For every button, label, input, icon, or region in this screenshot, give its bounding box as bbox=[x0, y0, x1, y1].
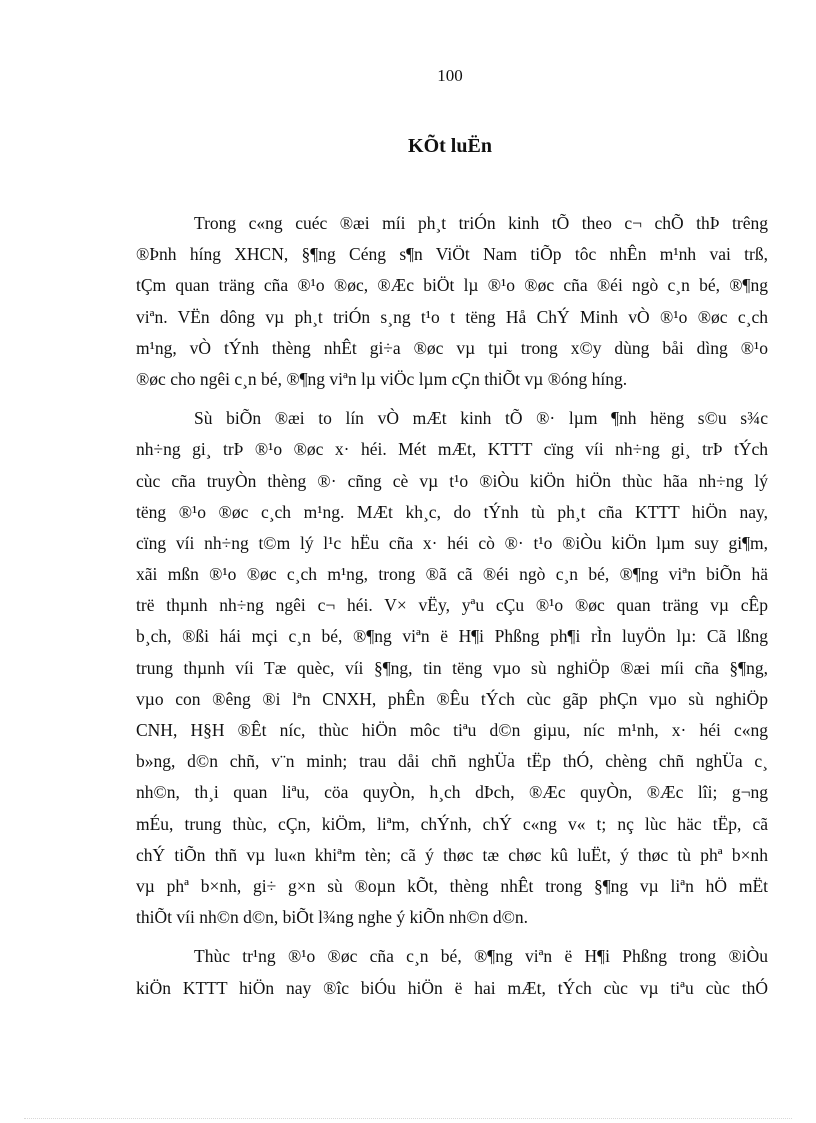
paragraph-2 bbox=[136, 403, 768, 933]
text-line: vµ phª b×nh, gi÷ g×n sù ®oµn kÕt, thèng nhÊt trong §¶ng vµ liªn hÖ mËt bbox=[136, 875, 768, 896]
text-line: nh©n, th¸i quan liªu, cöa quyÒn, h¸ch dÞch, ®Æc quyÒn, ®Æc lîi; g¬ng bbox=[136, 782, 768, 803]
text-line: kiÖn KTTT hiÖn nay ®îc biÓu hiÖn ë hai mÆt, tÝch cùc vµ tiªu cùc thÓ bbox=[136, 977, 768, 998]
page-bottom-rule bbox=[24, 1118, 792, 1119]
text-line: trë thµnh nh÷ng ngêi c¬ héi. V× vËy, yªu cÇu ®¹o ®øc quan träng vµ cÊp bbox=[136, 595, 768, 616]
text-line: CNH, H§H ®Êt níc, thùc hiÖn môc tiªu d©n giµu, níc m¹nh, x· héi c«ng bbox=[136, 720, 768, 740]
text-line: nh÷ng gi¸ trÞ ®¹o ®øc x· héi. Mét mÆt, KTTT cïng víi nh÷ng gi¸ trÞ tÝch bbox=[136, 439, 768, 460]
text-line: mÉu, trung thùc, cÇn, kiÖm, liªm, chÝnh, chÝ c«ng v« t; nç lùc häc tËp, cã bbox=[136, 813, 768, 834]
text-line: Thùc tr¹ng ®¹o ®øc cña c¸n bé, ®¶ng viªn ë H¶i Phßng trong ®iÒu bbox=[194, 946, 768, 967]
text-line: viªn. VËn dông vµ ph¸t triÓn s¸ng t¹o t tëng Hå ChÝ Minh vÒ ®¹o ®øc c¸ch bbox=[136, 306, 768, 327]
text-line: chÝ tiÕn thñ vµ lu«n khiªm tèn; cã ý thøc tæ chøc kû luËt, ý thøc tù phª b×nh bbox=[136, 844, 768, 865]
body-text bbox=[136, 208, 768, 1004]
text-line: vµo con ®êng ®i lªn CNXH, phÊn ®Êu tÝch cùc gãp phÇn vµo sù nghiÖp bbox=[136, 688, 768, 709]
chapter-title: KÕt luËn bbox=[408, 135, 492, 157]
text-line: cùc cña truyÒn thèng ®· cñng cè vµ t¹o ®iÒu kiÖn hiÖn thùc hãa nh÷ng lý bbox=[136, 470, 768, 491]
text-line: tÇm quan träng cña ®¹o ®øc, ®Æc biÖt lµ ®¹o ®øc cña ®éi ngò c¸n bé, ®¶ng bbox=[136, 275, 768, 296]
text-line: thiÕt víi nh©n d©n, biÕt l¾ng nghe ý kiÕn nh©n d©n. bbox=[136, 907, 528, 928]
text-line: Sù biÕn ®æi to lín vÒ mÆt kinh tÕ ®· lµm ¶nh hëng s©u s¾c bbox=[194, 408, 768, 429]
text-line: cïng víi nh÷ng t©m lý l¹c hËu cña x· héi cò ®· t¹o ®iÒu kiÖn lµm suy gi¶m, bbox=[136, 532, 768, 553]
text-line: m¹ng, vÒ tÝnh thèng nhÊt gi÷a ®øc vµ tµi trong x©y dùng båi dìng ®¹o bbox=[136, 337, 768, 358]
text-line: Trong c«ng cuéc ®æi míi ph¸t triÓn kinh tÕ theo c¬ chÕ thÞ trêng bbox=[194, 213, 768, 233]
text-line: xãi mßn ®¹o ®øc c¸ch m¹ng, trong ®ã cã ®éi ngò c¸n bé, ®¶ng viªn biÕn hä bbox=[136, 564, 768, 585]
text-line: tëng ®¹o ®øc c¸ch m¹ng. MÆt kh¸c, do tÝnh tù ph¸t cña KTTT hiÖn nay, bbox=[136, 501, 768, 522]
text-line: ®Þnh híng XHCN, §¶ng Céng s¶n ViÖt Nam tiÕp tôc nhÊn m¹nh vai trß, bbox=[136, 244, 768, 265]
text-line: trung thµnh víi Tæ quèc, víi §¶ng, tin tëng vµo sù nghiÖp ®æi míi cña §¶ng, bbox=[136, 657, 768, 678]
text-line: b¸ch, ®ßi hái mçi c¸n bé, ®¶ng viªn ë H¶i Phßng ph¶i rÌn luyÖn lµ: Cã lßng bbox=[136, 626, 768, 647]
text-line: b»ng, d©n chñ, v¨n minh; trau dåi chñ nghÜa tËp thÓ, chèng chñ nghÜa c¸ bbox=[136, 751, 768, 772]
text-line: ®øc cho ngêi c¸n bé, ®¶ng viªn lµ viÖc lµm cÇn thiÕt vµ ®óng híng. bbox=[136, 368, 628, 389]
paragraph-1 bbox=[136, 208, 768, 395]
paragraph-3 bbox=[136, 941, 768, 1003]
page-number: 100 bbox=[437, 66, 463, 85]
